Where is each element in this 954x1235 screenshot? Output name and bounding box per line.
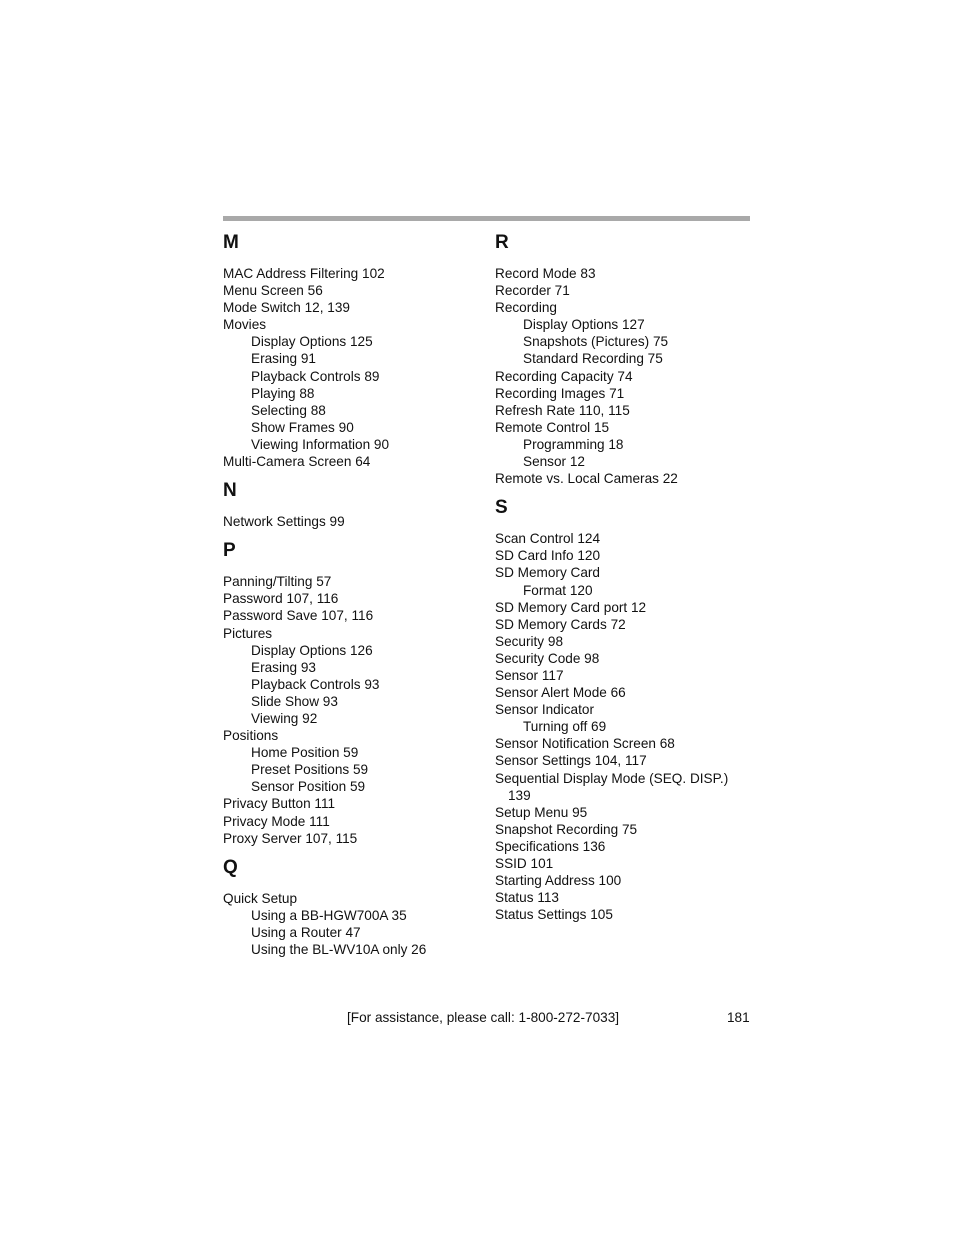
index-subentry: Erasing 93	[251, 659, 316, 675]
index-entry: Sensor Notification Screen 68	[495, 736, 675, 752]
index-section	[223, 856, 485, 958]
index-subentry: Playback Controls 89	[251, 368, 380, 384]
index-subentry: Programming 18	[523, 436, 624, 452]
index-entry: Scan Control 124	[495, 531, 601, 547]
index-entry: Password Save 107, 116	[223, 608, 374, 624]
index-entry: Pictures	[223, 625, 273, 641]
section-letter: P	[223, 540, 236, 562]
index-column-right	[495, 231, 751, 923]
index-entry: Proxy Server 107, 115	[223, 830, 358, 846]
index-subentry: Format 120	[523, 582, 593, 598]
index-subentry: Standard Recording 75	[523, 351, 663, 367]
index-entry: MAC Address Filtering 102	[223, 266, 385, 281]
header-rule	[223, 216, 750, 221]
section-letter: S	[495, 497, 508, 519]
index-entry: Security 98	[495, 633, 564, 649]
index-entry: Record Mode 83	[495, 266, 596, 281]
index-entry: Password 107, 116	[223, 591, 339, 607]
index-subentry: Slide Show 93	[251, 693, 338, 709]
index-entry: SD Memory Cards 72	[495, 616, 626, 632]
index-section	[495, 496, 751, 923]
index-entry: SD Memory Card port 12	[495, 599, 647, 615]
index-subentry: Turning off 69	[523, 719, 607, 735]
index-entry: Starting Address 100	[495, 873, 622, 889]
index-entry: Mode Switch 12, 139	[223, 300, 350, 316]
index-entry: Positions	[223, 728, 279, 744]
index-entry: Remote Control 15	[495, 419, 610, 435]
entry-continuation: 139	[508, 787, 531, 803]
index-entry: Remote vs. Local Cameras 22	[495, 471, 678, 487]
section-letter: R	[495, 232, 509, 253]
index-entry: SD Card Info 120	[495, 548, 601, 564]
index-entry: Recording	[495, 300, 557, 316]
section-letter: N	[223, 480, 237, 502]
index-entry: Snapshot Recording 75	[495, 821, 638, 837]
index-subentry: Sensor Position 59	[251, 779, 366, 795]
index-entry: Sensor Alert Mode 66	[495, 685, 626, 701]
section-letter: Q	[223, 856, 238, 878]
section-letter: M	[223, 232, 239, 253]
index-entry: Movies	[223, 317, 267, 333]
index-entry: Network Settings 99	[223, 514, 345, 530]
index-subentry: Display Options 127	[523, 317, 645, 333]
index-entry: Recording Images 71	[495, 385, 625, 401]
index-subentry: Display Options 126	[251, 642, 373, 658]
index-entry	[495, 770, 751, 804]
index-entry: Multi-Camera Screen 64	[223, 454, 371, 470]
index-entry: Sensor 117	[495, 667, 564, 683]
index-section	[495, 231, 751, 487]
index-entry: Refresh Rate 110, 115	[495, 402, 630, 418]
index-entry: Privacy Mode 111	[223, 813, 330, 829]
index-subentry: Using the BL-WV10A only 26	[251, 942, 427, 957]
index-entry: SSID 101	[495, 856, 554, 871]
page-number: 181	[727, 1010, 750, 1025]
index-subentry: Viewing Information 90	[251, 436, 390, 452]
index-entry: Recorder 71	[495, 283, 570, 299]
entry-text: Sequential Display Mode (SEQ. DISP.)	[495, 770, 729, 786]
index-subentry: Selecting 88	[251, 402, 326, 418]
index-subentry: Playing 88	[251, 385, 315, 401]
index-section	[223, 539, 485, 847]
index-subentry: Display Options 125	[251, 334, 373, 350]
index-subentry: Using a Router 47	[251, 924, 361, 940]
index-entry: Quick Setup	[223, 890, 298, 906]
footer-assistance: [For assistance, please call: 1-800-272-7033]	[347, 1010, 620, 1025]
index-subentry: Snapshots (Pictures) 75	[523, 334, 669, 350]
index-entry: Status Settings 105	[495, 907, 613, 923]
index-entry: Recording Capacity 74	[495, 368, 633, 384]
index-subentry: Using a BB-HGW700A 35	[251, 907, 407, 923]
index-entry: Sensor Indicator	[495, 702, 594, 718]
index-subentry: Show Frames 90	[251, 419, 354, 435]
index-entry: Setup Menu 95	[495, 804, 588, 820]
index-section	[223, 231, 485, 470]
index-subentry: Sensor 12	[523, 454, 585, 470]
index-entry: Specifications 136	[495, 838, 606, 854]
index-entry: Status 113	[495, 890, 559, 906]
index-subentry: Playback Controls 93	[251, 676, 380, 692]
index-entry: Security Code 98	[495, 650, 600, 666]
index-subentry: Preset Positions 59	[251, 762, 369, 778]
index-subentry: Home Position 59	[251, 745, 359, 761]
index-section	[223, 479, 485, 530]
index-subentry: Viewing 92	[251, 710, 318, 726]
index-entry: Sensor Settings 104, 117	[495, 753, 647, 769]
index-entry: Menu Screen 56	[223, 283, 323, 299]
index-entry: Privacy Button 111	[223, 796, 336, 812]
index-entry: SD Memory Card	[495, 565, 600, 581]
index-subentry: Erasing 91	[251, 351, 316, 367]
index-column-left	[223, 231, 485, 958]
index-entry: Panning/Tilting 57	[223, 574, 332, 590]
